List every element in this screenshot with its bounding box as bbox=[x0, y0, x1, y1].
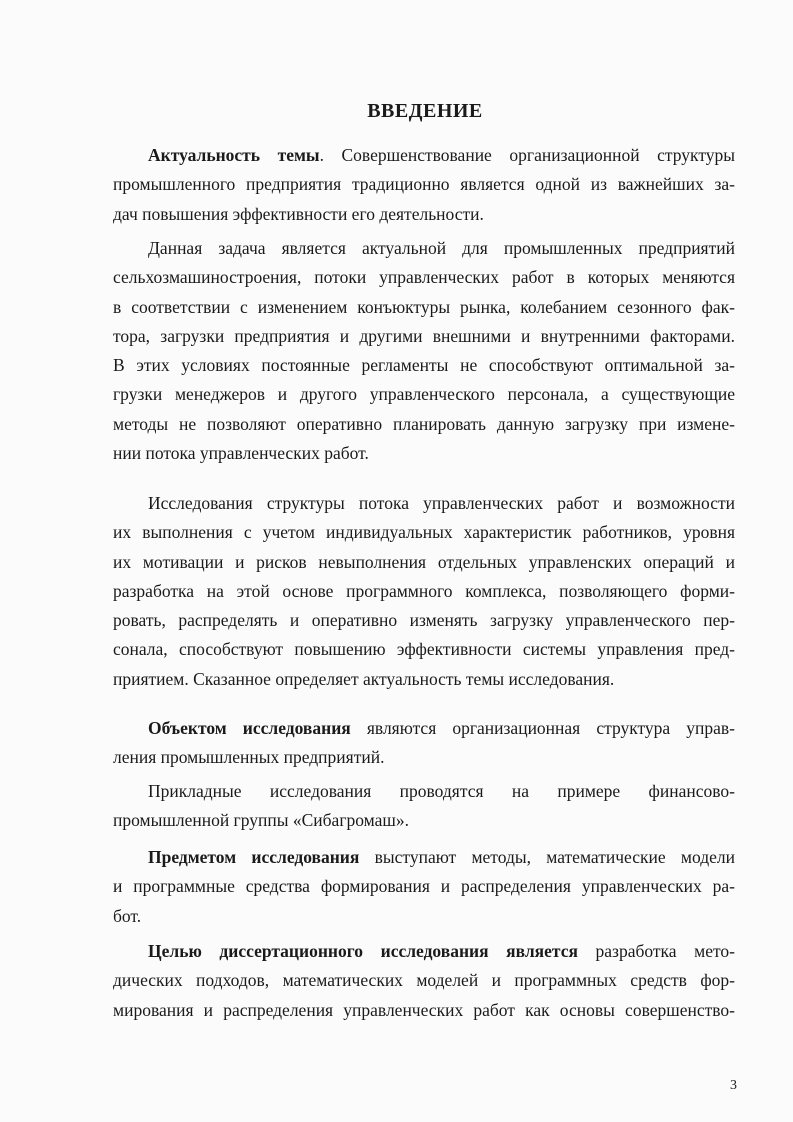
paragraph-research: Исследования структуры потока управленческих работ и возможности их выполнения с учетом индивидуальных характеристик работников, уровня их мотивации и рисков невыполнения отдельных управленских операций и разработка на этой основе программного комплекса, позволяющего форми- ровать, распределять и оперативно изменять загрузку управленческого пер- сонала, способствуют повышению эффективности системы управления пред- приятием. Сказанное определяет актуальность темы исследования. bbox=[113, 493, 735, 689]
paragraph-applied: Прикладные исследования проводятся на примере финансово- промышленной группы «Сибагромаш». bbox=[113, 781, 735, 831]
goal-label: Целью диссертационного исследования является bbox=[148, 941, 578, 961]
page-number: 3 bbox=[730, 1078, 737, 1093]
actuality-label: Актуальность темы bbox=[148, 145, 320, 165]
subject-label: Предметом исследования bbox=[148, 847, 360, 867]
paragraph-goal: Целью диссертационного исследования является разработка мето- дических подходов, математических моделей и программных средств фор- мирования и распределения управленческих работ как основы совершенство- bbox=[113, 941, 735, 1020]
paragraph-actuality: Актуальность темы. Совершенствование организационной структуры промышленного предприятия традиционно является одной из важнейших за- дач повышения эффективности его деятельности. bbox=[113, 145, 735, 224]
page-title: ВВЕДЕНИЕ bbox=[367, 100, 483, 122]
object-label: Объектом исследования bbox=[148, 718, 351, 738]
paragraph-task: Данная задача является актуальной для промышленных предприятий сельхозмашиностроения, потоки управленческих работ в которых меняются в соответствии с изменением конъюктуры рынка, колебанием сезонного фак- тора, загрузки предприятия и другими внешними и внутренними факторами. В этих условиях постоянные регламенты не способствуют оптимальной за- грузки менеджеров и другого управленческого персонала, а существующие методы не позволяют оперативно планировать данную загрузку при измене- нии потока управленческих работ. bbox=[113, 238, 735, 464]
paragraph-object: Объектом исследования являются организационная структура управ- ления промышленных предприятий. bbox=[113, 718, 735, 768]
paragraph-subject: Предметом исследования выступают методы, математические модели и программные средства формирования и распределения управленческих ра- бот. bbox=[113, 847, 735, 926]
